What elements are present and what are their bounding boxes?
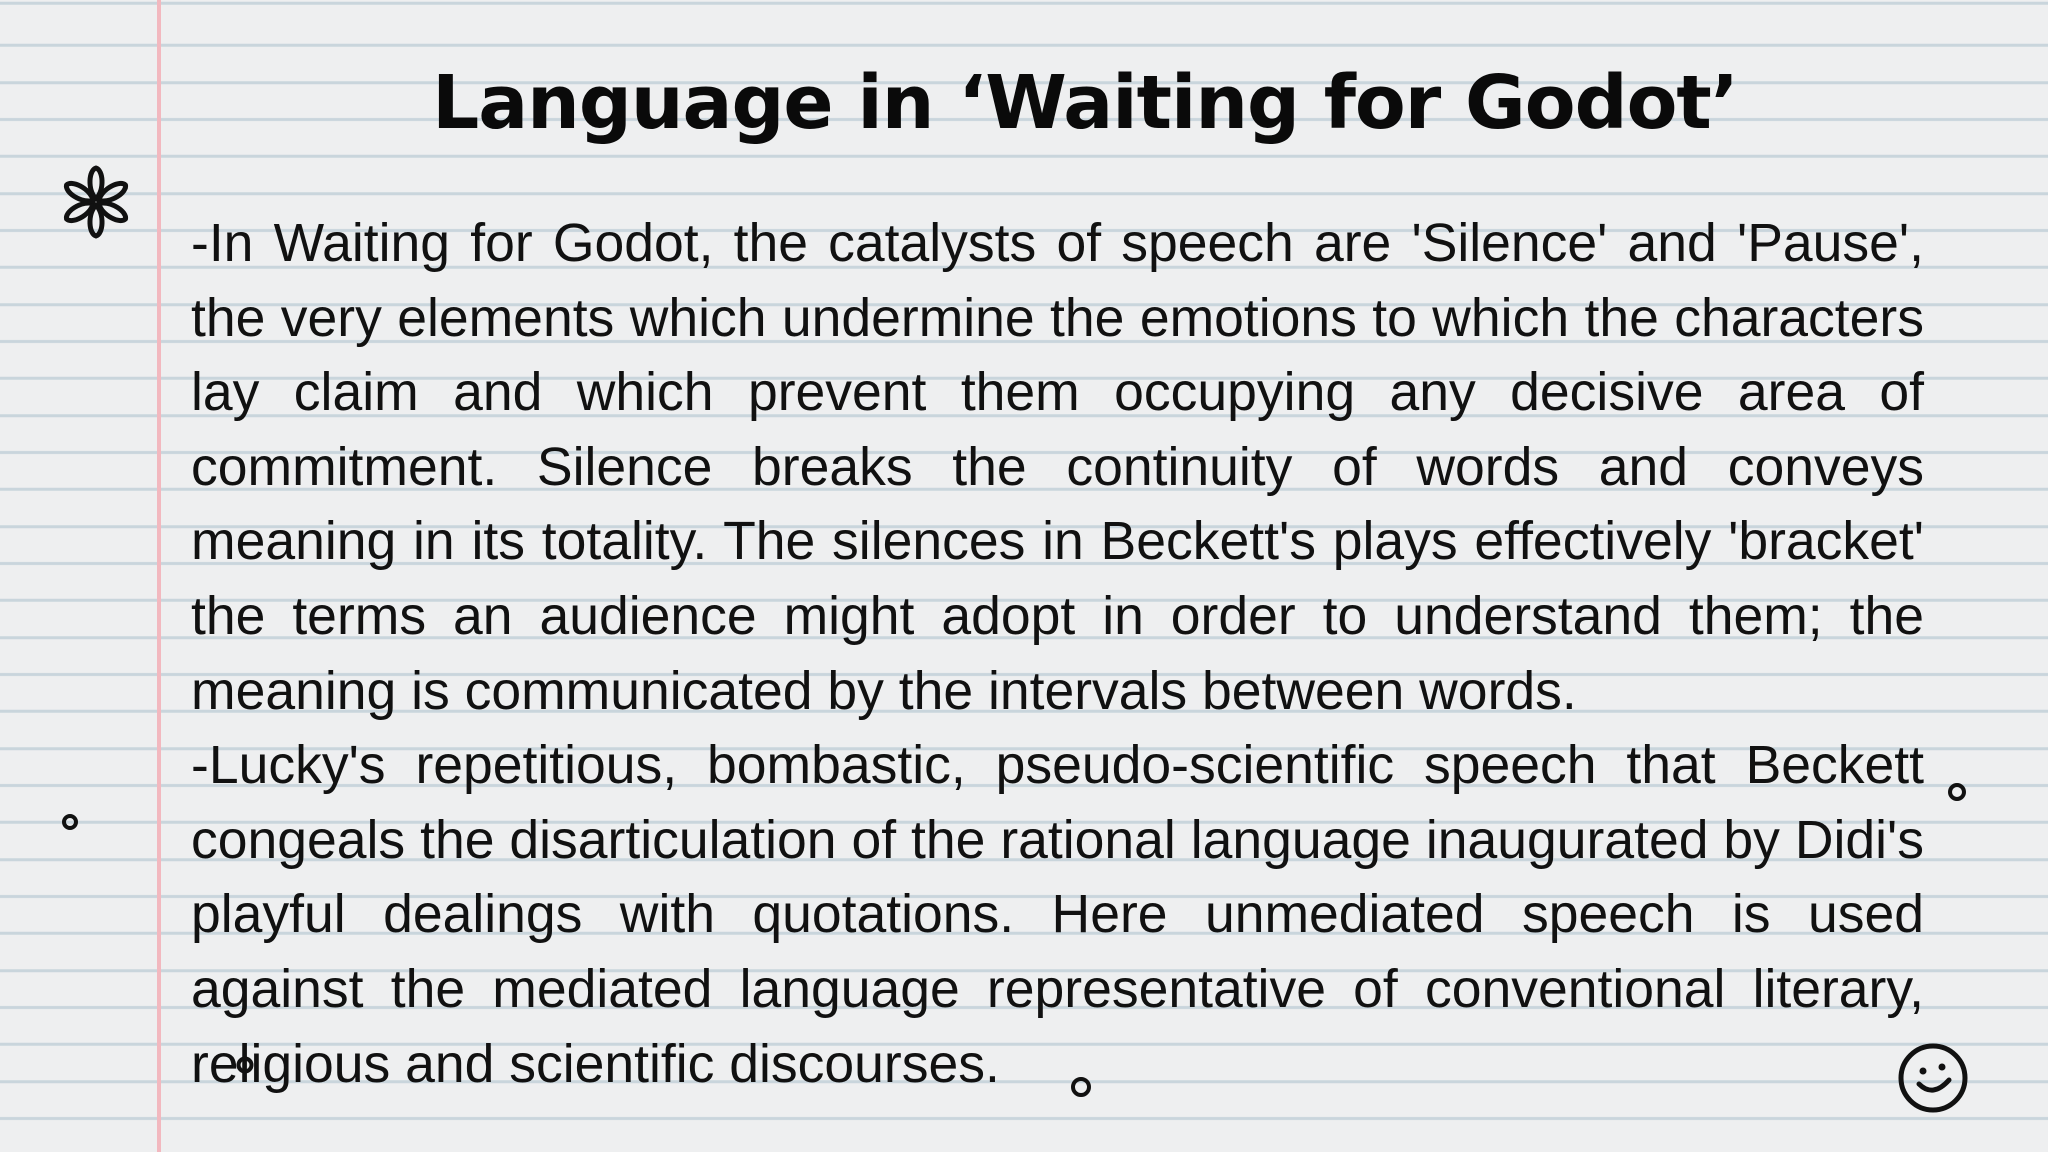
flower-doodle-icon [58, 164, 134, 240]
circle-doodle-icon [234, 1054, 256, 1076]
paragraph-1: -In Waiting for Godot, the catalysts of speech are 'Silence' and 'Pause', the very elements which undermine the emotions to which the characters lay claim and which prevent them occupying any decisive area of commitment. Silence breaks the continuity of words and conveys meaning in its totality. The silences in Beckett's plays effectively 'bracket' the terms an audience might adopt in order to understand them; the meaning is communicated by the intervals between words. [191, 214, 1924, 721]
page-title: Language in ‘Waiting for Godot’ [432, 60, 1738, 146]
circle-doodle-icon [60, 812, 80, 832]
smiley-doodle-icon [1895, 1040, 1971, 1116]
margin-line [157, 0, 161, 1152]
circle-doodle-icon [1945, 780, 1969, 804]
document-body [191, 207, 1924, 1102]
circle-doodle-icon [1068, 1074, 1094, 1100]
paragraph-2: -Lucky's repetitious, bombastic, pseudo-scientific speech that Beckett congeals the disarticulation of the rational language inaugurated by Didi's playful dealings with quotations. Here unmediated speech is used against the mediated language representative of conventional literary, religious and scientific discourses. [191, 736, 1924, 1094]
